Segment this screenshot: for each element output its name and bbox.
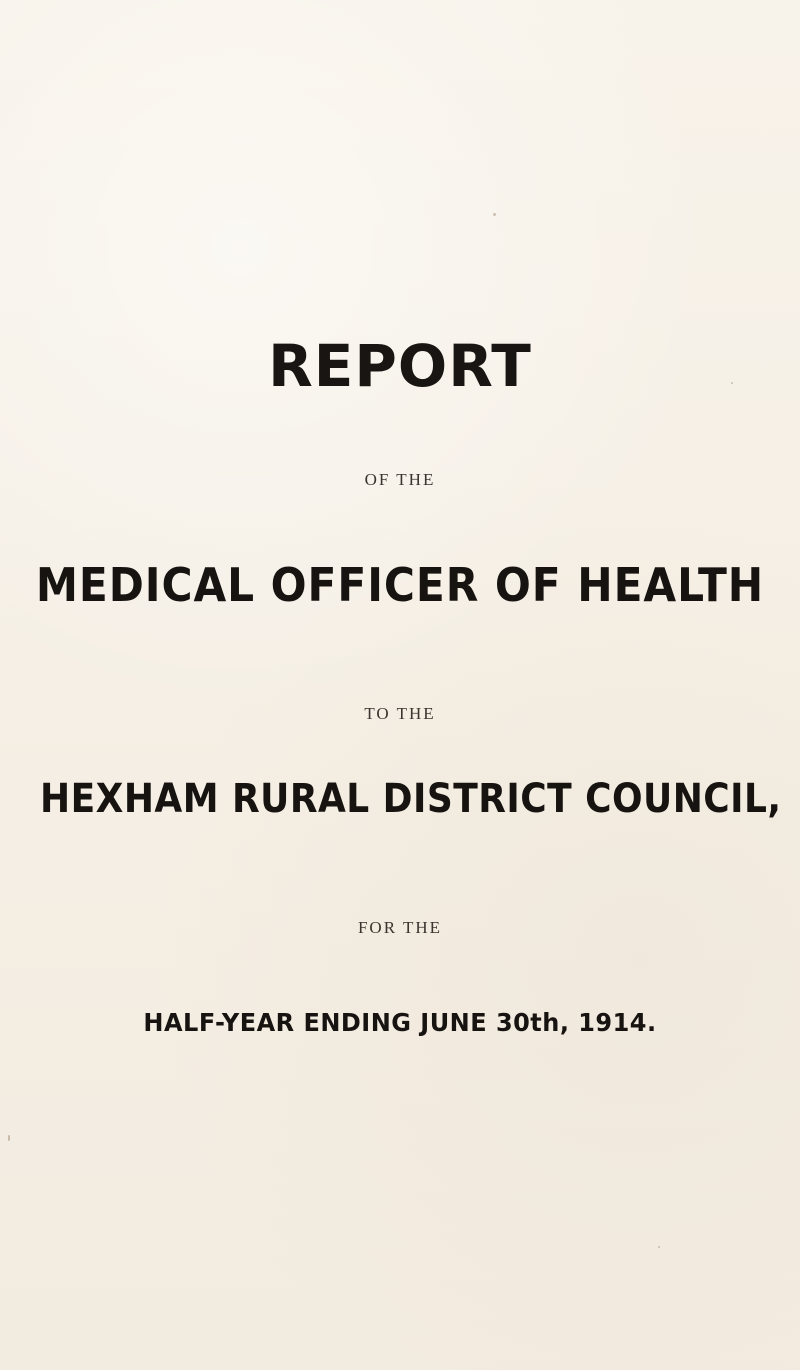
paper-speck <box>658 1246 660 1248</box>
paper-speck <box>731 382 733 384</box>
medical-officer-heading: MEDICAL OFFICER OF HEALTH <box>35 558 765 612</box>
council-heading: HEXHAM RURAL DISTRICT COUNCIL, <box>40 776 782 822</box>
report-title: REPORT <box>268 332 532 400</box>
of-the-label: OF THE <box>364 470 436 489</box>
paper-speck <box>493 213 496 216</box>
period-heading: HALF-YEAR ENDING JUNE 30th, 1914. <box>143 1008 657 1037</box>
paper-speck <box>8 1135 10 1141</box>
for-the-label: FOR THE <box>357 918 443 937</box>
to-the-label: TO THE <box>364 704 436 723</box>
